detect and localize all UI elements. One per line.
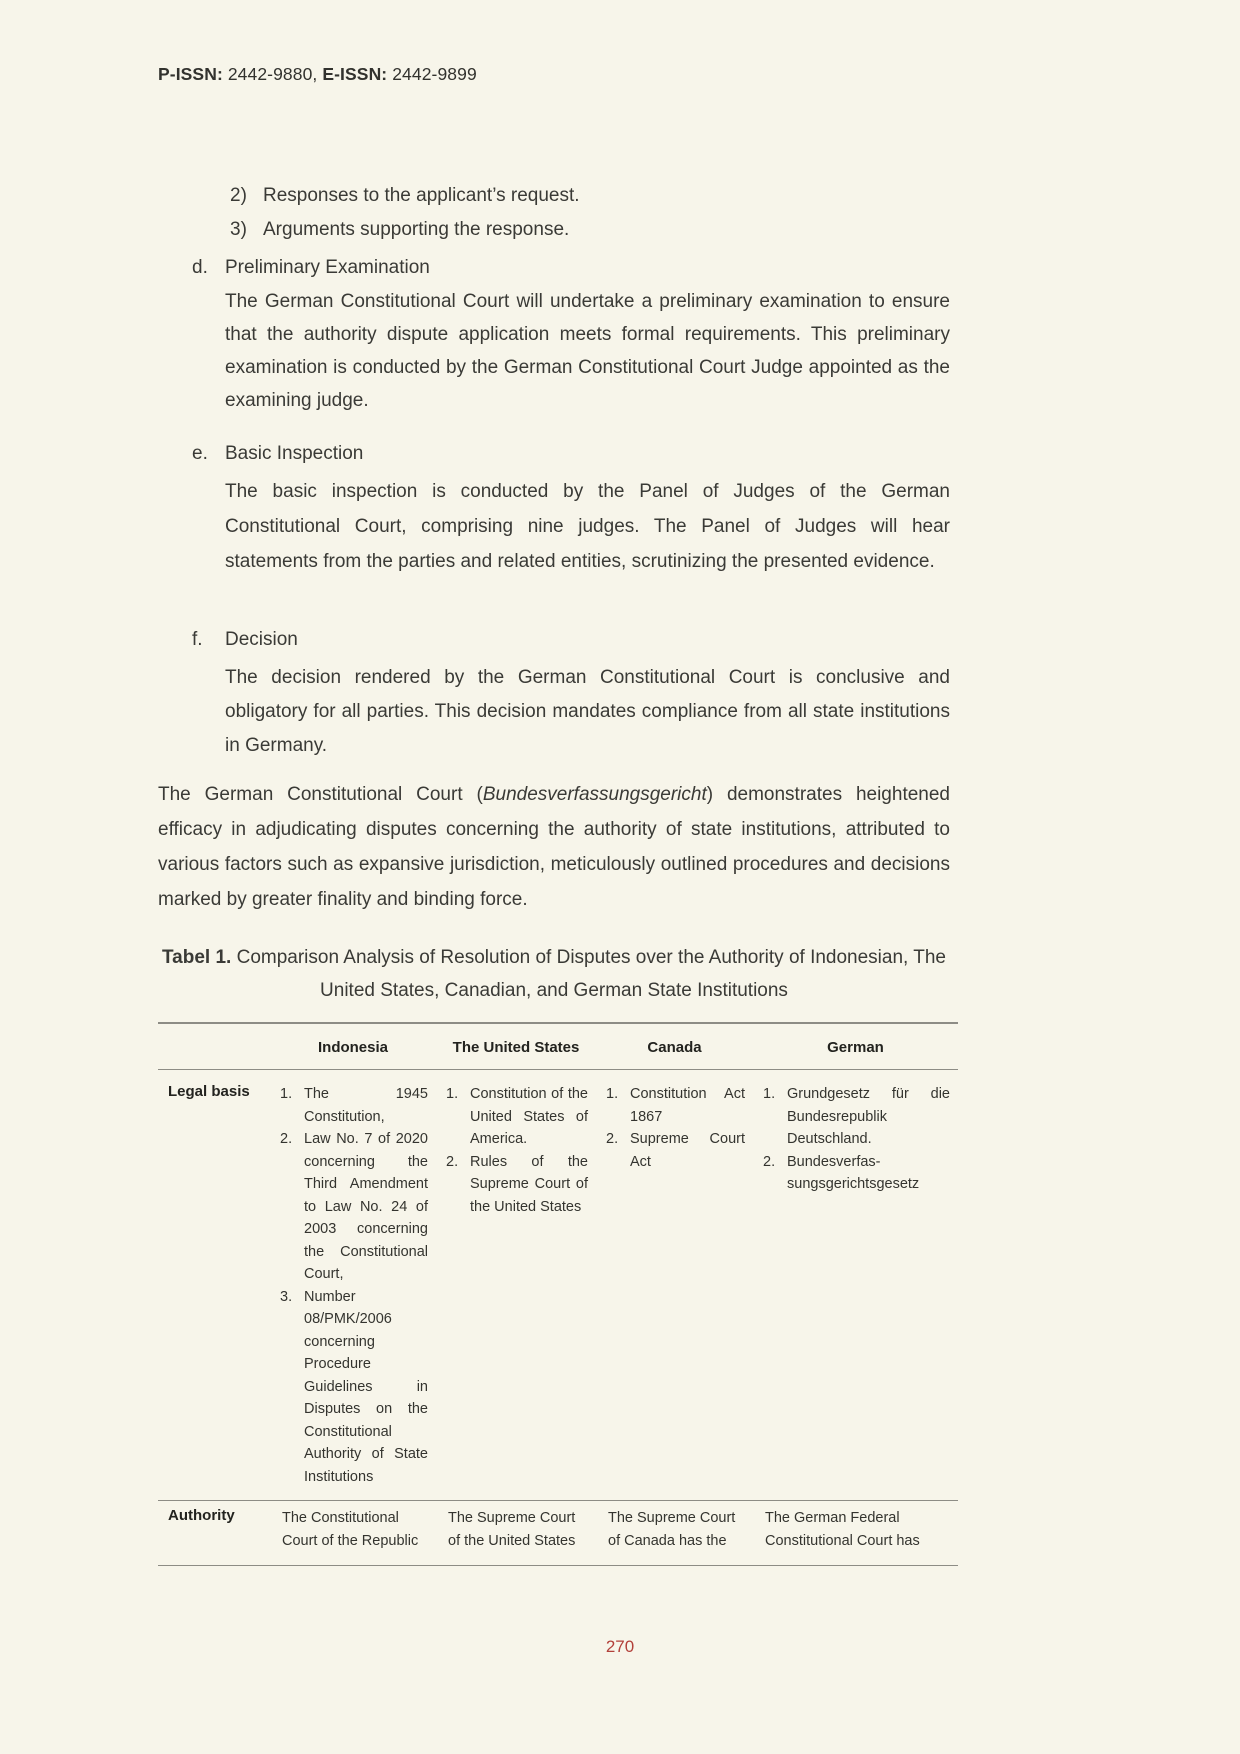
- cell-legal-basis-german: [753, 1070, 958, 1500]
- p-issn-label: P-ISSN:: [158, 64, 223, 84]
- outline-item-2-text: Responses to the applicant’s request.: [263, 185, 580, 206]
- e-issn-label: E-ISSN:: [322, 64, 388, 84]
- list-item-number: 1.: [446, 1086, 459, 1102]
- table-header-row: [158, 1024, 958, 1070]
- list-item-number: 1.: [280, 1086, 293, 1102]
- list-item: [280, 1128, 428, 1286]
- outline-item-2-marker: 2): [230, 185, 247, 206]
- list-item-number: 2.: [280, 1131, 293, 1147]
- table-header-canada: Canada: [647, 1039, 702, 1056]
- list-item: [763, 1151, 950, 1196]
- outline-item-3: [230, 217, 950, 243]
- cell-authority-indonesia: The Constitutional Court of the Republic: [282, 1510, 419, 1549]
- e-issn-value: 2442-9899: [387, 64, 477, 84]
- list-item-number: 1.: [763, 1086, 776, 1102]
- list-item-number: 1.: [606, 1086, 619, 1102]
- section-e-title: Basic Inspection: [225, 443, 364, 464]
- issn-header: [158, 64, 477, 85]
- list-item: [446, 1151, 588, 1219]
- cell-legal-basis-united-states: [436, 1070, 596, 1500]
- section-f-title: Decision: [225, 629, 298, 650]
- page-number: 270: [605, 1637, 635, 1656]
- list-item: [606, 1083, 745, 1128]
- list-item-number: 3.: [280, 1288, 293, 1305]
- list-item: [606, 1128, 745, 1173]
- table-header-german: German: [827, 1039, 884, 1056]
- table-header-indonesia: Indonesia: [317, 1039, 388, 1056]
- section-f-marker: f.: [192, 629, 203, 650]
- list-item-text: Grundgesetz für die Bundesrepublik Deutschland.: [787, 1086, 950, 1147]
- outline-item-3-marker: 3): [230, 219, 247, 240]
- closing-paragraph: [158, 777, 950, 917]
- cell-authority-united-states: The Supreme Court of the United States: [448, 1510, 576, 1549]
- section-f-paragraph: The decision rendered by the German Constitutional Court is conclusive and obligatory for all parties. This decision mandates compliance from all state institutions in Germany.: [225, 667, 950, 756]
- list-item-text: Law No. 7 of 2020 concerning the Third Amendment to Law No. 24 of 2003 concerning the Constitutional Court,: [304, 1131, 428, 1282]
- list-item-text: Rules of the Supreme Court of the United States: [470, 1153, 588, 1215]
- table-caption: [158, 941, 950, 1007]
- outline-item-2: [230, 183, 950, 209]
- table-header-empty: [158, 1024, 270, 1069]
- section-e-heading: [192, 441, 950, 467]
- table-header-united-states: The United States: [452, 1039, 580, 1056]
- row-label-legal-basis: Legal basis: [168, 1083, 250, 1100]
- table-row-legal-basis: [158, 1070, 958, 1501]
- list-item-text: Number 08/PMK/2006 concerning Procedure Guidelines in Disputes on the Constitutional Authority of State Institutions: [304, 1288, 428, 1485]
- section-d-marker: d.: [192, 257, 208, 278]
- row-label-authority: Authority: [168, 1507, 235, 1524]
- closing-italic-term: Bundesverfassungsgericht: [482, 784, 707, 805]
- cell-legal-basis-canada: [596, 1070, 753, 1500]
- list-item: [280, 1286, 428, 1489]
- section-e-paragraph: The basic inspection is conducted by the Panel of Judges of the German Constitutional Court, comprising nine judges. The Panel of Judges will hear statements from the parties and related entities, scrutinizing the presented evidence.: [225, 481, 950, 572]
- list-item: [280, 1083, 428, 1128]
- section-d-paragraph: The German Constitutional Court will undertake a preliminary examination to ensure that the authority dispute application meets formal requirements. This preliminary examination is conducted by the German Constitutional Court Judge appointed as the examining judge.: [225, 291, 950, 411]
- list-item-number: 2.: [606, 1131, 619, 1147]
- list-item-number: 2.: [446, 1153, 459, 1170]
- section-d-title: Preliminary Examination: [225, 257, 430, 278]
- p-issn-value: 2442-9880,: [222, 64, 323, 84]
- list-item: [446, 1083, 588, 1151]
- list-item: [763, 1083, 950, 1151]
- section-e-marker: e.: [192, 443, 208, 464]
- cell-authority-german: The German Federal Constitutional Court has: [765, 1510, 920, 1549]
- cell-legal-basis-indonesia: [270, 1070, 436, 1500]
- table-caption-label: Tabel 1.: [161, 947, 232, 968]
- list-item-number: 2.: [763, 1153, 776, 1170]
- list-item-text: Bundesverfas-sungsgerichtsgesetz: [787, 1153, 920, 1192]
- closing-before-italic: The German Constitutional Court (: [158, 784, 483, 805]
- closing-after-italic: ) demonstrates heightened efficacy in adjudicating disputes concerning the authority of state institutions, attributed to various factors such as expansive jurisdiction, meticulously outlined procedures and decisions marked by greater finality and binding force.: [158, 784, 950, 910]
- section-d-heading: [192, 255, 950, 281]
- outline-item-3-text: Arguments supporting the response.: [263, 219, 570, 240]
- comparison-table: [158, 1022, 958, 1566]
- list-item-text: Constitution of the United States of America.: [470, 1086, 588, 1147]
- list-item-text: Supreme Court Act: [630, 1131, 745, 1170]
- table-row-authority: [158, 1501, 958, 1566]
- table-caption-text: Comparison Analysis of Resolution of Disputes over the Authority of Indonesian, The United States, Canadian, and German State Institutions: [231, 947, 946, 1001]
- section-f-heading: [192, 627, 950, 653]
- cell-authority-canada: The Supreme Court of Canada has the: [608, 1510, 736, 1549]
- list-item-text: The 1945 Constitution,: [304, 1086, 428, 1125]
- list-item-text: Constitution Act 1867: [630, 1086, 745, 1125]
